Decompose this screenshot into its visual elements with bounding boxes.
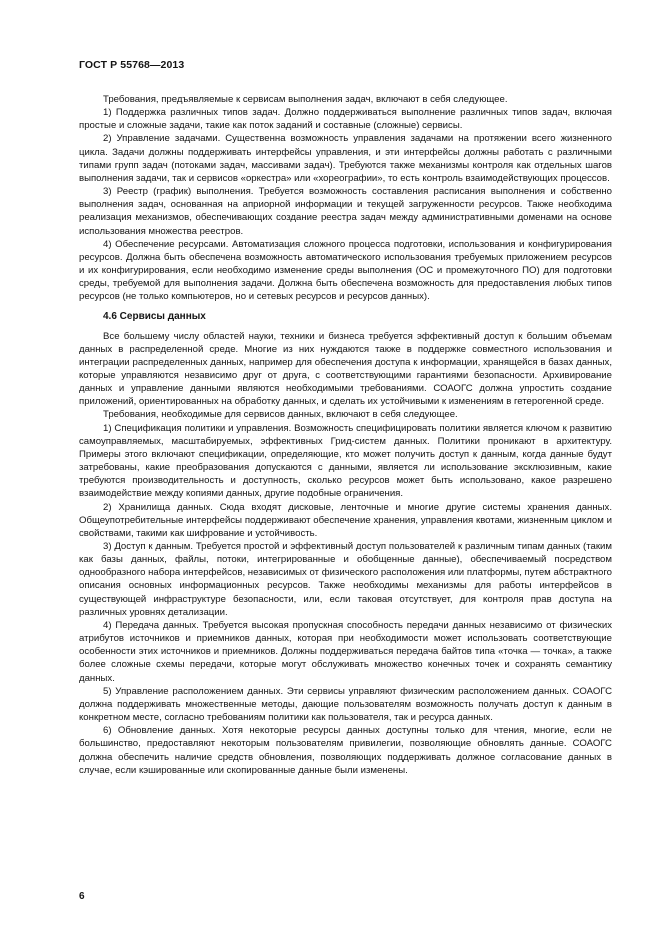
section-paragraph: Все большему числу областей науки, техники и бизнеса требуется эффективный доступ к большим объемам данных в распределенной среде. Многие из них нуждаются также в поддержке совместного использования и интеграции распределенных данных, например для обеспечения доступа к информации, хранящейся в базах данных, которые управляются независимо друг от друга, с соответствующими гарантиями безопасности. Архивирование данных и управление данными являются необходимыми требованиями. СОАОГС должна упростить создание приложений, ориентированных на обработку данных, и сделать их устойчивыми к изменениям в гетерогенной среде. [79, 330, 612, 408]
intro-paragraph: 4) Обеспечение ресурсами. Автоматизация сложного процесса подготовки, использования и конфигурирования ресурсов. Должна быть обеспечена возможность автоматического использования требуемых приложением ресурсов и их конфигурирования, если необходимо изменение среды выполнения (ОС и промежуточного ПО) для подготовки среды, требуемой для выполнения задачи. Должна быть обеспечена возможность для предоставления любых типов ресурсов (не только компьютеров, но и сетевых ресурсов и ресурсов данных). [79, 238, 612, 303]
section-paragraph: 1) Спецификация политики и управления. Возможность специфицировать политики является ключом к развитию самоуправляемых, масштабируемых, эффективных Грид-систем данных. Политики проникают в архитектуру. Примеры этого включают спецификации, определяющие, кто может получить доступ к данным, когда данные будут затребованы, какие преобразования допускаются с данными, является ли использование эксклюзивным, какие требуются производительность и доступность, сколько ресурсов может быть использовано, какое разрешено взаимодействие между копиями данных, другие подобные ограничения. [79, 422, 612, 500]
document-body [79, 93, 612, 777]
section-paragraph: 2) Хранилища данных. Сюда входят дисковые, ленточные и многие другие системы хранения данных. Общеупотребительные интерфейсы поддерживают обеспечение хранения, управления квотами, жизненным циклом и свойствами, такими как шифрование и устойчивость. [79, 501, 612, 539]
intro-paragraph: 1) Поддержка различных типов задач. Должно поддерживаться выполнение различных типов задач, включая простые и сложные задачи, такие как поток заданий и составные (сложные) сервисы. [79, 107, 612, 132]
section-paragraph: 5) Управление расположением данных. Эти сервисы управляют физическим расположением данных. СОАОГС должна поддерживать множественные методы, дающие пользователям возможность получать доступ к данным в конкретном месте, согласно требованиям политики как пользователя, так и ресурса данных. [79, 685, 612, 724]
intro-paragraph: Требования, предъявляемые к сервисам выполнения задач, включают в себя следующее. [103, 94, 508, 105]
intro-paragraph: 3) Реестр (график) выполнения. Требуется возможность составления расписания выполнения и собственно выполнения задач, основанная на априорной информации и текущей загруженности ресурсов. Также необходима реализация механизмов, обеспечивающих создание реестра задач между административными доменами на основе использования множества реестров. [79, 186, 612, 237]
section-paragraph: 6) Обновление данных. Хотя некоторые ресурсы данных доступны только для чтения, многие, если не большинство, предоставляют некоторым пользователям привилегии, позволяющие обновлять данные. СОАОГС должна обеспечить наличие средств обновления, позволяющих поддерживать должное согласование данных в случае, если кэшированные или скопированные данные были изменены. [79, 725, 612, 776]
section-heading: 4.6 Сервисы данных [103, 310, 206, 322]
section-paragraph: 3) Доступ к данным. Требуется простой и эффективный доступ пользователей к различным типам данных (таким как базы данных, файлы, потоки, интегрированные и обобщенные данные), обеспечиваемый посредством однообразного набора интерфейсов, независимых от физического расположения или платформы, путем абстрактного описания основных информационных ресурсов. Также необходимы механизмы для работы интерфейсов в существующей инфраструктуре безопасности, или, если таковая отсутствует, для контроля прав доступа на различных уровнях детализации. [79, 541, 612, 618]
section-paragraph: 4) Передача данных. Требуется высокая пропускная способность передачи данных независимо от физических атрибутов источников и приемников данных, которая при необходимости может использовать соответствующие особенности этих источников и приемников. Должны поддерживаться передача байтов типа «точка — точка», а также более сложные схемы передачи, которые могут обслуживать множество конечных точек и сохранять семантику данных. [79, 619, 612, 684]
page-number: 6 [79, 891, 85, 902]
intro-paragraph: 2) Управление задачами. Существенна возможность управления задачами на протяжении всего жизненного цикла. Задачи должны поддерживать интерфейсы управления, и эти интерфейсы должны работать с различными типами групп задач (потоками задач, массивами задач). Требуются также механизмы контроля как отдельных шагов выполнения задачи, так и сервисов «оркестра» или «хореографии», то есть контроль взаимодействующих процессов. [79, 133, 612, 184]
section-paragraph: Требования, необходимые для сервисов данных, включают в себя следующее. [103, 409, 458, 421]
standard-header: ГОСТ Р 55768—2013 [79, 59, 185, 71]
